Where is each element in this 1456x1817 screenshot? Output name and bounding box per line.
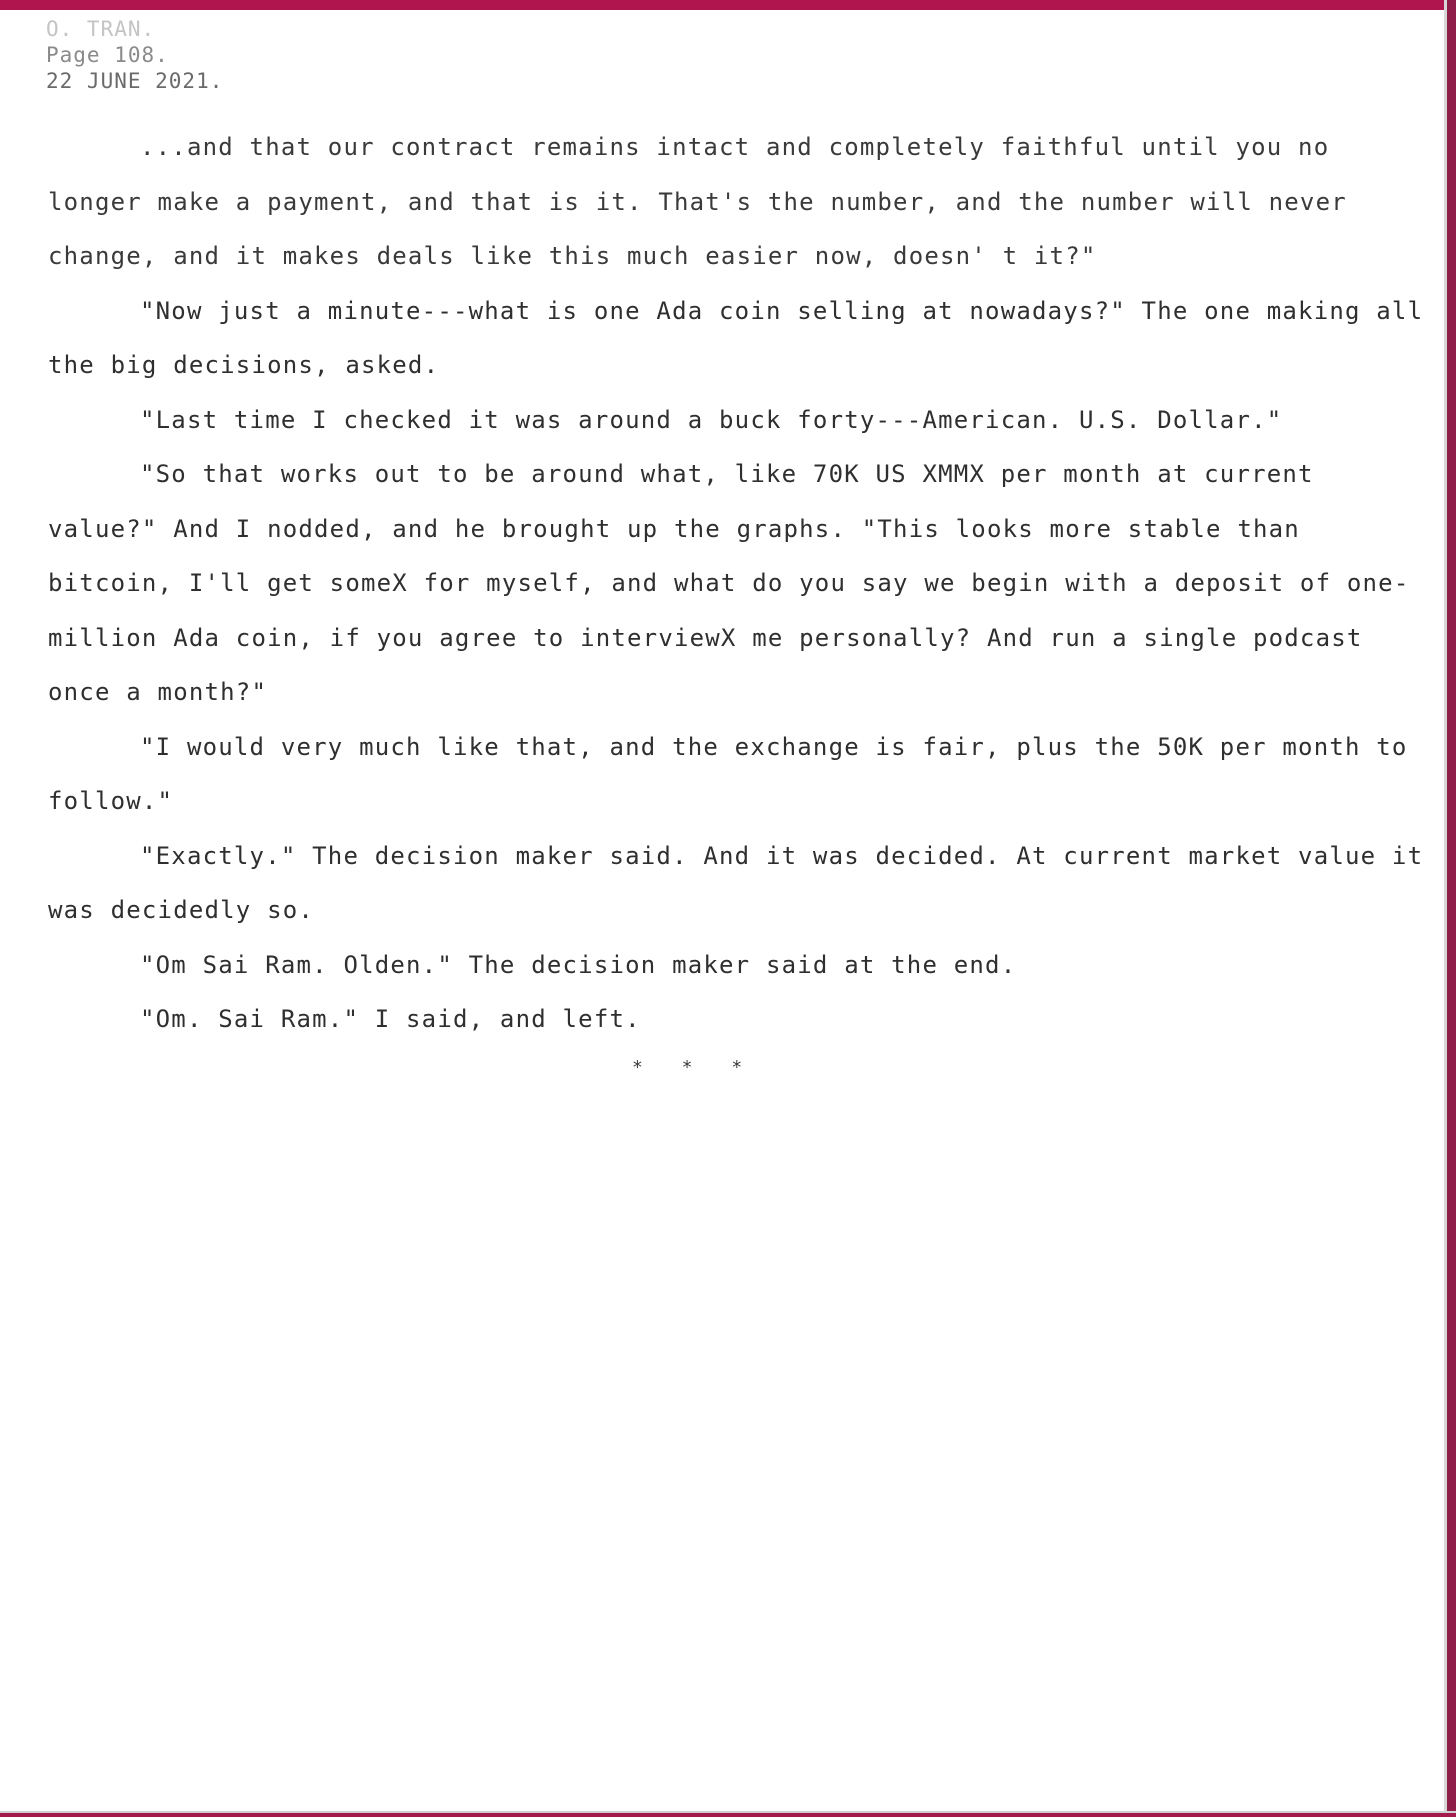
header-author: O. TRAN.	[46, 17, 156, 41]
page-border-bottom	[0, 1811, 1456, 1817]
page-header	[46, 16, 223, 94]
typed-page	[0, 10, 1444, 1811]
paragraph: "Om. Sai Ram." I said, and left.	[140, 1005, 641, 1033]
paragraph: "So that works out to be around what, like 70K US XMMX per month at current value?" And I nodded, and he brought up the graphs. "This looks more stable than bitcoin, I'll get someX for myself, and what do you say we begin with a deposit of one-million Ada coin, if you agree to interviewX me personally? And run a single podcast once a month?"	[48, 460, 1410, 706]
paragraph: "Om Sai Ram. Olden." The decision maker said at the end.	[140, 950, 1017, 979]
manuscript-body	[48, 120, 1438, 1083]
page-border-top	[0, 0, 1456, 10]
header-date: 22 JUNE 2021.	[46, 69, 224, 93]
page-border-right	[1444, 0, 1456, 1817]
paragraph: "Exactly." The decision maker said. And it was decided. At current market value it was decidedly so.	[48, 841, 1424, 924]
paragraph: ...and that our contract remains intact and completely faithful until you no longer make a payment, and that is it. That's the number, and the number will never change, and it makes deals like this much easier now, doesn' t it?"	[48, 133, 1347, 270]
header-page-number: Page 108.	[46, 43, 169, 67]
paragraph: "Last time I checked it was around a buck forty---American. U.S. Dollar."	[140, 405, 1283, 434]
paragraph: "Now just a minute---what is one Ada coin selling at nowadays?" The one making all the big decisions, asked.	[48, 296, 1424, 379]
paragraph: "I would very much like that, and the exchange is fair, plus the 50K per month to follow."	[48, 732, 1408, 815]
section-break: * * *	[632, 1056, 757, 1078]
